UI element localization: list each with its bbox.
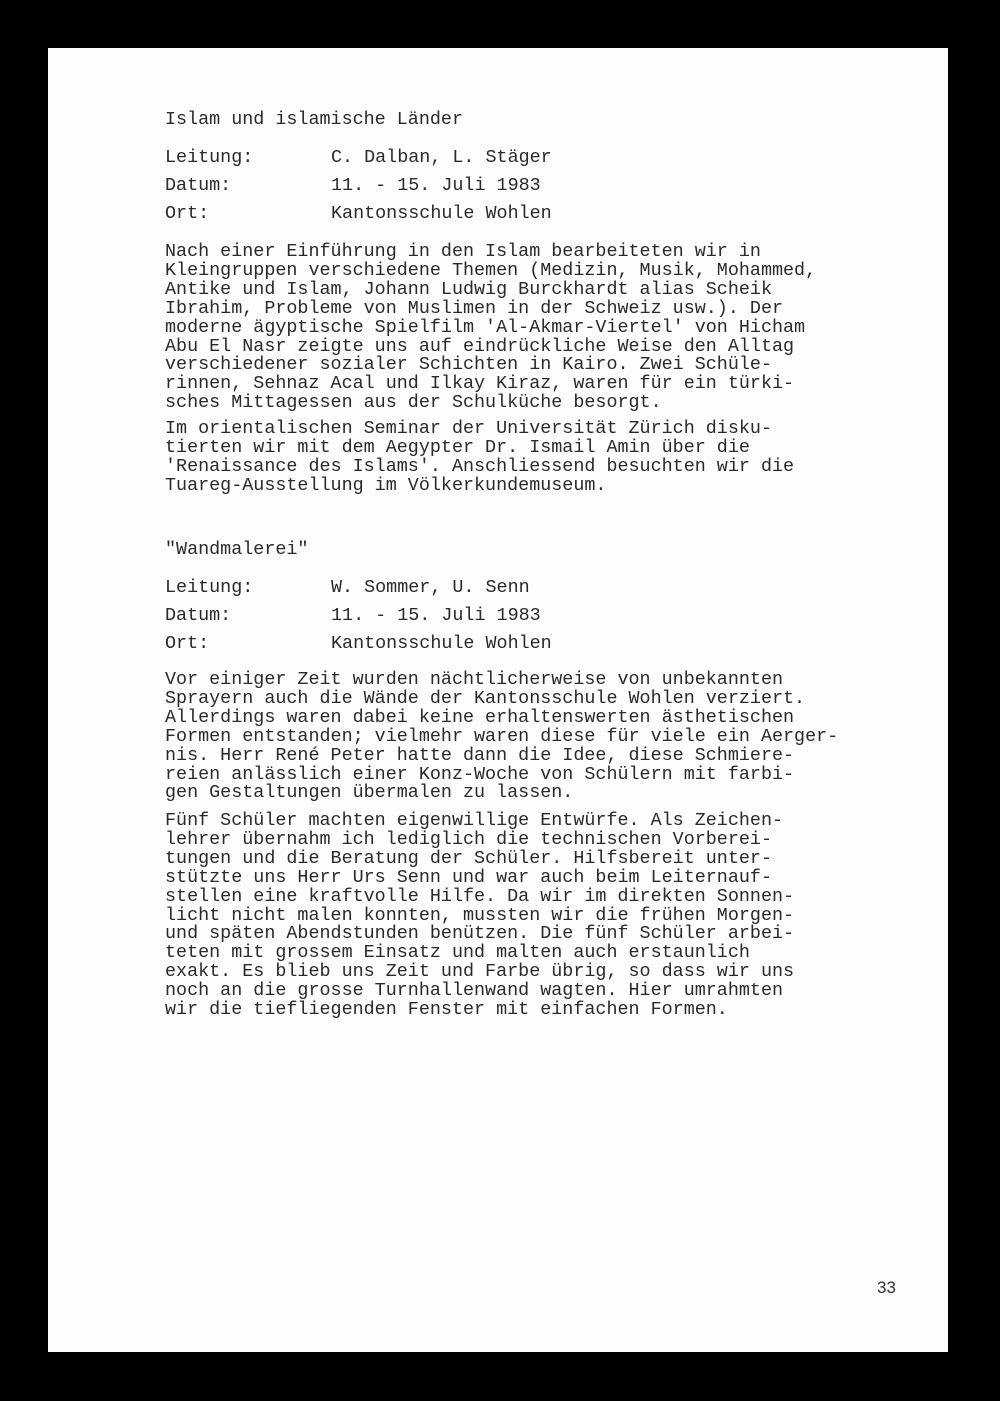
text-line: Formen entstanden; vielmehr waren diese für viele ein Aerger- bbox=[165, 725, 839, 747]
text-line: licht nicht malen konnten, mussten wir die frühen Morgen- bbox=[165, 904, 795, 926]
datum-value: 11. - 15. Juli 1983 bbox=[331, 605, 541, 626]
text-line: sches Mittagessen aus der Schulküche besorgt. bbox=[165, 392, 662, 414]
page-number: 33 bbox=[877, 1278, 896, 1297]
text-line: rinnen, Sehnaz Acal und Ilkay Kiraz, waren für ein türki- bbox=[165, 373, 795, 395]
text-line: tungen und die Beratung der Schüler. Hilfsbereit unter- bbox=[165, 847, 772, 869]
paragraph bbox=[165, 671, 838, 803]
document-page bbox=[48, 48, 948, 1352]
text-line: exakt. Es blieb uns Zeit und Farbe übrig, so dass wir uns bbox=[165, 961, 795, 983]
datum-label: Datum: bbox=[165, 605, 232, 626]
text-line: wir die tiefliegenden Fenster mit einfachen Formen. bbox=[165, 999, 728, 1021]
text-line: stellen eine kraftvolle Hilfe. Da wir im direkten Sonnen- bbox=[165, 885, 795, 907]
text-line: Sprayern auch die Wände der Kantonsschule Wohlen verziert. bbox=[165, 687, 806, 709]
text-line: noch an die grosse Turnhallenwand wagten. Hier umrahmten bbox=[165, 980, 784, 1002]
ort-label: Ort: bbox=[165, 203, 210, 224]
paragraph bbox=[165, 420, 794, 496]
text-line: und späten Abendstunden benützen. Die fünf Schüler arbei- bbox=[165, 923, 795, 945]
text-line: tierten wir mit dem Aegypter Dr. Ismail Amin über die bbox=[165, 436, 750, 458]
text-line: Im orientalischen Seminar der Universität Zürich disku- bbox=[165, 418, 772, 439]
text-line: Ibrahim, Probleme von Muslimen in der Schweiz usw.). Der bbox=[165, 297, 784, 319]
text-line: Allerdings waren dabei keine erhaltenswerten ästhetischen bbox=[165, 706, 795, 728]
text-line: Vor einiger Zeit wurden nächtlicherweise von unbekannten bbox=[165, 669, 784, 690]
text-line: Abu El Nasr zeigte uns auf eindrückliche Weise den Alltag bbox=[165, 335, 795, 357]
text-line: gen Gestaltungen übermalen zu lassen. bbox=[165, 782, 574, 804]
leitung-label: Leitung: bbox=[165, 147, 254, 168]
text-line: lehrer übernahm ich lediglich die technischen Vorberei- bbox=[165, 828, 772, 850]
text-line: teten mit grossem Einsatz und malten auch erstaunlich bbox=[165, 942, 750, 964]
paragraph bbox=[165, 812, 794, 1020]
leitung-value: W. Sommer, U. Senn bbox=[331, 577, 530, 598]
text-line: verschiedener sozialer Schichten in Kairo. Zwei Schüle- bbox=[165, 354, 772, 376]
datum-value: 11. - 15. Juli 1983 bbox=[331, 175, 541, 196]
text-line: stützte uns Herr Urs Senn und war auch beim Leiternauf- bbox=[165, 866, 772, 888]
text-line: nis. Herr René Peter hatte dann die Idee, diese Schmiere- bbox=[165, 744, 795, 766]
text-line: Fünf Schüler machten eigenwillige Entwürfe. Als Zeichen- bbox=[165, 810, 784, 831]
paragraph bbox=[165, 243, 816, 413]
text-line: Nach einer Einführung in den Islam bearbeiteten wir in bbox=[165, 241, 761, 262]
leitung-value: C. Dalban, L. Stäger bbox=[331, 147, 552, 168]
section-title: "Wandmalerei" bbox=[165, 539, 309, 560]
text-line: reien anlässlich einer Konz-Woche von Schülern mit farbi- bbox=[165, 763, 795, 785]
ort-label: Ort: bbox=[165, 633, 210, 654]
text-line: 'Renaissance des Islams'. Anschliessend besuchten wir die bbox=[165, 455, 795, 477]
leitung-label: Leitung: bbox=[165, 577, 254, 598]
ort-value: Kantonsschule Wohlen bbox=[331, 633, 552, 654]
ort-value: Kantonsschule Wohlen bbox=[331, 203, 552, 224]
text-line: Tuareg-Ausstellung im Völkerkundemuseum. bbox=[165, 474, 607, 496]
text-line: Kleingruppen verschiedene Themen (Medizin, Musik, Mohammed, bbox=[165, 259, 817, 281]
section-title: Islam und islamische Länder bbox=[165, 109, 463, 130]
datum-label: Datum: bbox=[165, 175, 232, 196]
text-line: moderne ägyptische Spielfilm 'Al-Akmar-Viertel' von Hicham bbox=[165, 316, 806, 338]
text-line: Antike und Islam, Johann Ludwig Burckhardt alias Scheik bbox=[165, 278, 772, 300]
